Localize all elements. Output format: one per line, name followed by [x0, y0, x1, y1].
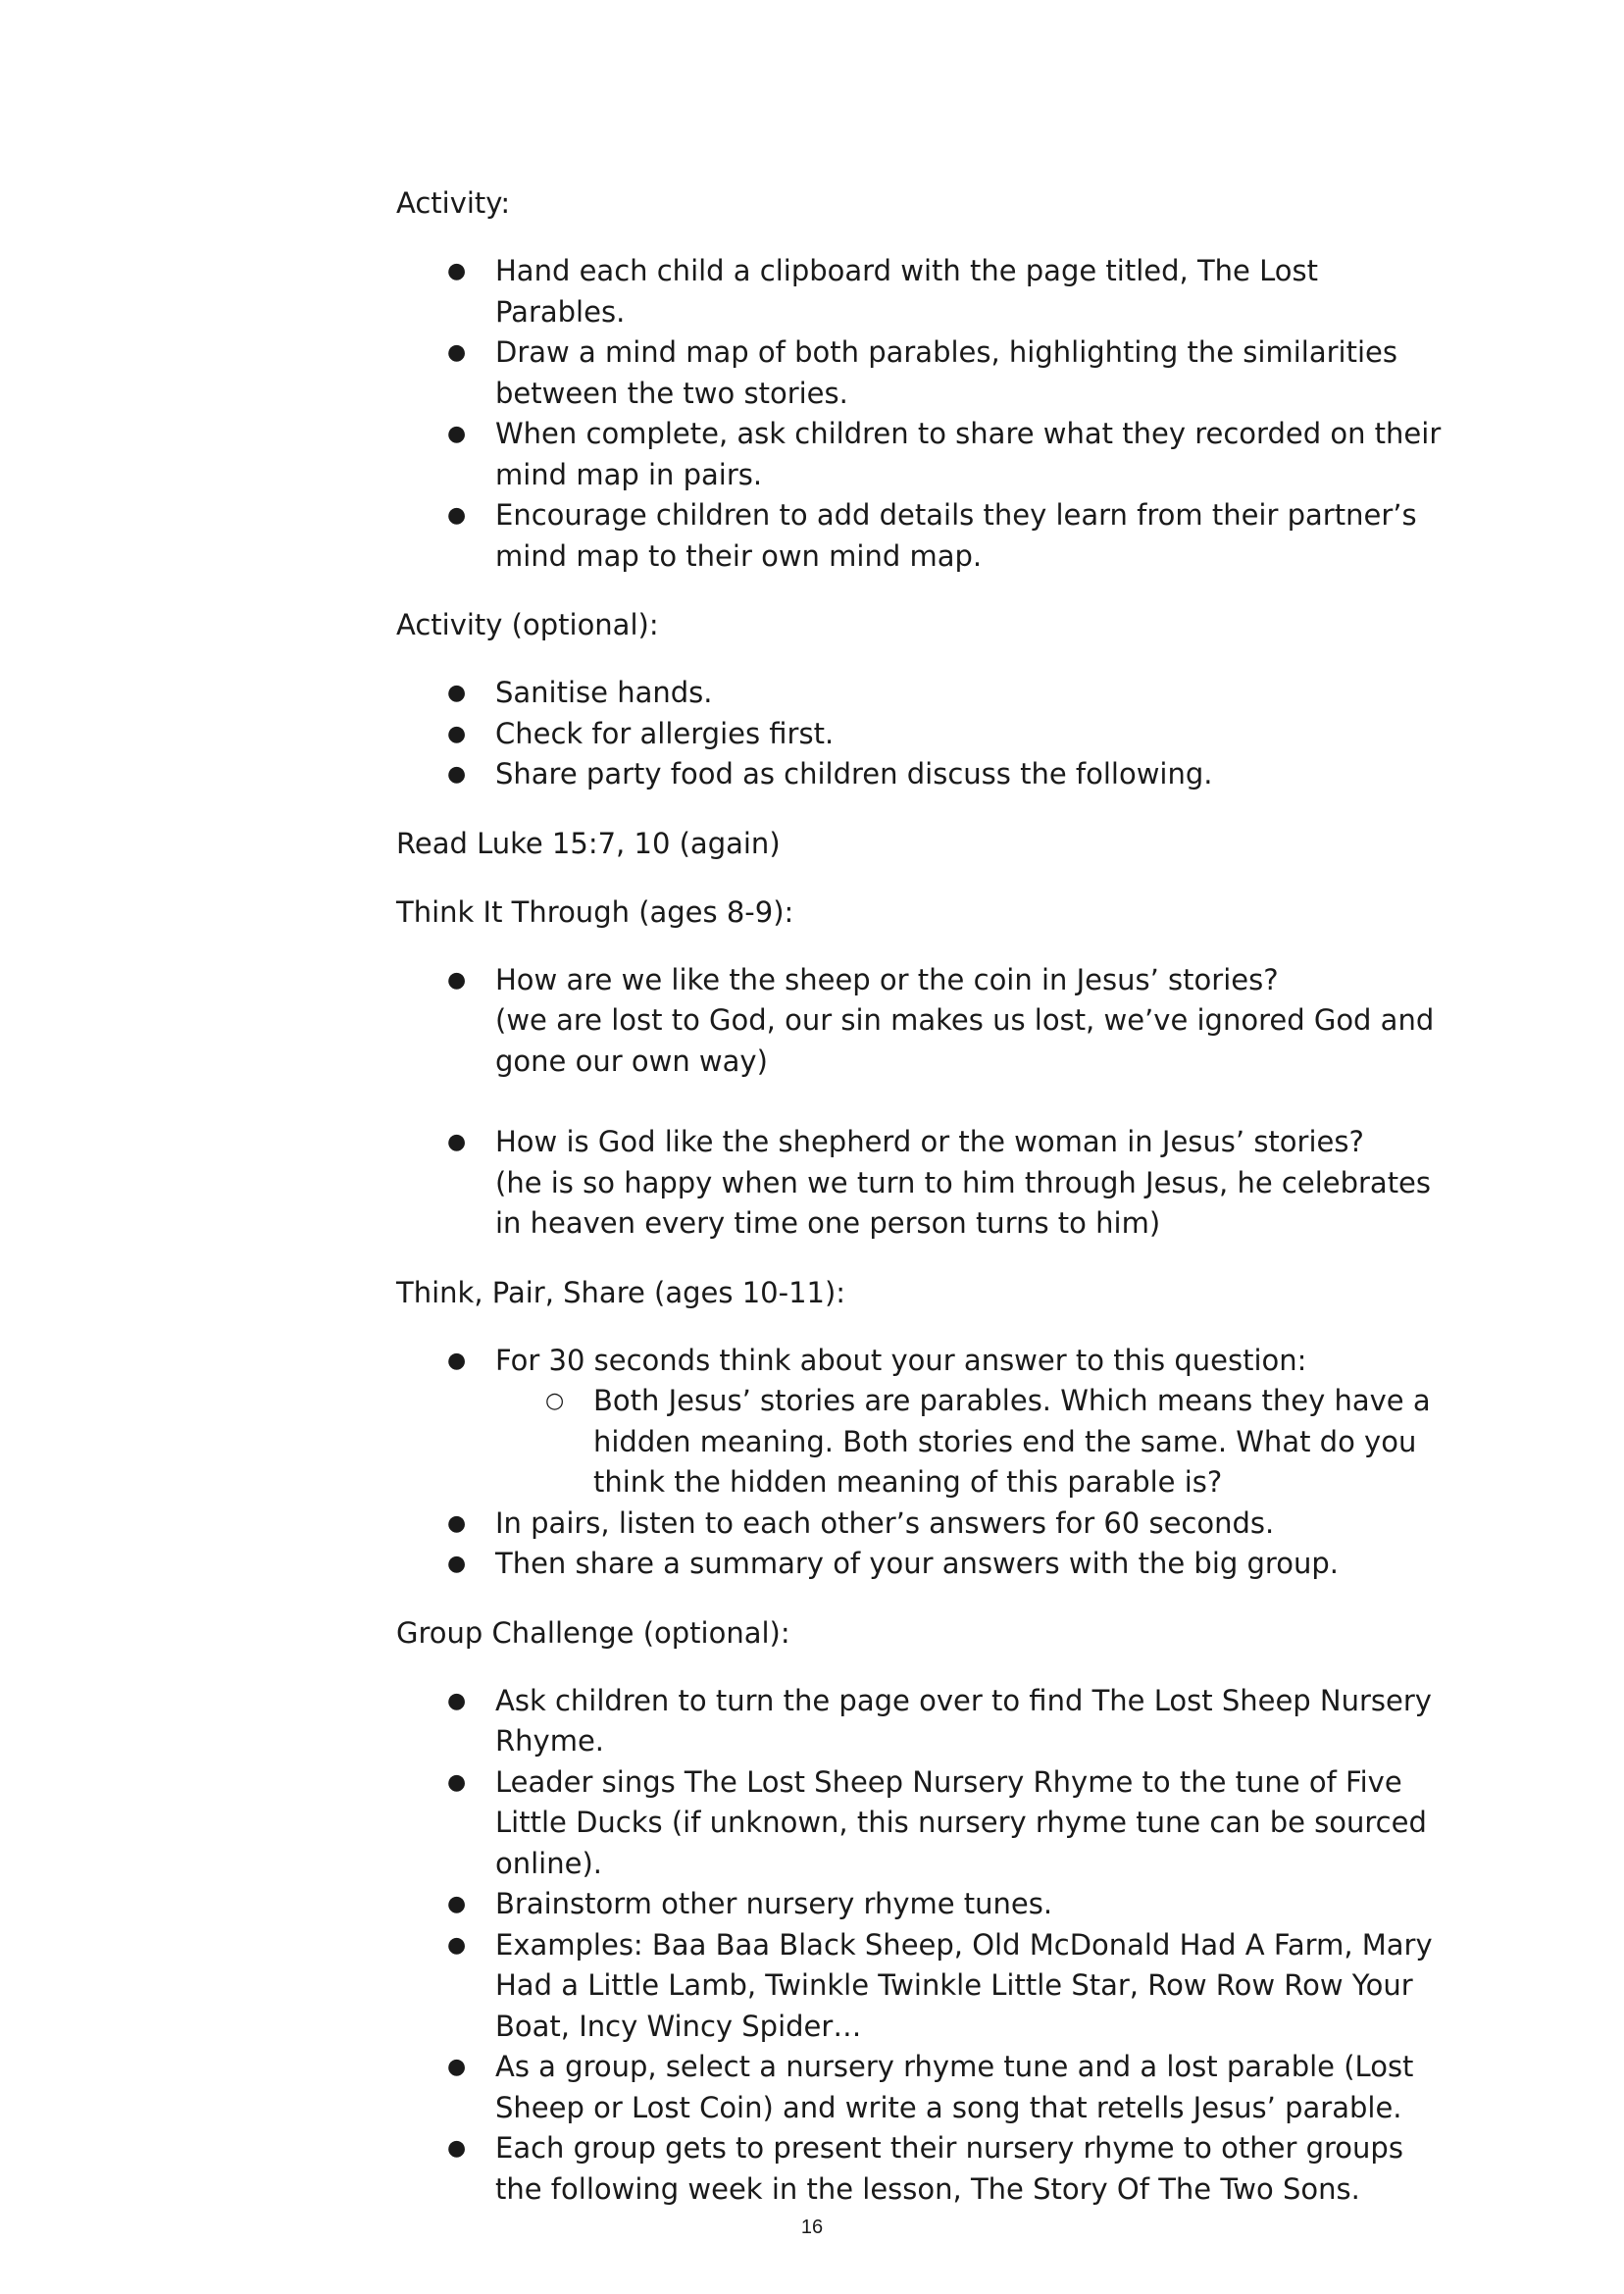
section-heading-activity-optional: Activity (optional): — [396, 608, 659, 641]
answer-text: (he is so happy when we turn to him through Jesus, he celebrates in heaven every time one person turns to him) — [495, 1165, 1432, 1240]
list-item: ● In pairs, listen to each other’s answers for 60 seconds. — [396, 1504, 1455, 1545]
list-item: ● Examples: Baa Baa Black Sheep, Old McDonald Had A Farm, Mary Had a Little Lamb, Twinkle Twinkle Little Star, Row Row Row Your Boat, Incy Wincy Spider… — [396, 1925, 1455, 2048]
think-it-through-list — [396, 960, 1455, 1245]
list-item: ● Check for allergies first. — [396, 714, 1455, 755]
list-item: ● Encourage children to add details they learn from their partner’s mind map to their own mind map. — [396, 495, 1455, 577]
activity-list — [396, 251, 1455, 577]
page-number: 16 — [800, 2217, 824, 2238]
group-challenge-list — [396, 1681, 1455, 2211]
list-item: ● When complete, ask children to share what they recorded on their mind map in pairs. — [396, 414, 1455, 495]
section-heading-activity: Activity: — [396, 186, 511, 220]
list-item — [396, 1341, 1455, 1504]
list-item: ● Hand each child a clipboard with the page titled, The Lost Parables. — [396, 251, 1455, 332]
question-text: ● How are we like the sheep or the coin in Jesus’ stories? — [495, 962, 1279, 996]
section-heading-think-pair-share: Think, Pair, Share (ages 10-11): — [396, 1275, 846, 1309]
answer-text: (we are lost to God, our sin makes us lost, we’ve ignored God and gone our own way) — [495, 1003, 1435, 1078]
list-item: ● Leader sings The Lost Sheep Nursery Rhyme to the tune of Five Little Ducks (if unknown, this nursery rhyme tune can be sourced online). — [396, 1762, 1455, 1885]
sub-list — [495, 1381, 1455, 1504]
list-item: ● Sanitise hands. — [396, 673, 1455, 714]
question-text: ● How is God like the shepherd or the woman in Jesus’ stories? — [495, 1125, 1364, 1158]
list-item: ● Brainstorm other nursery rhyme tunes. — [396, 1884, 1455, 1925]
page-content — [396, 182, 1455, 2237]
list-item: ● Share party food as children discuss the following. — [396, 754, 1455, 795]
section-heading-read-luke: Read Luke 15:7, 10 (again) — [396, 826, 781, 860]
list-item: ● Then share a summary of your answers with the big group. — [396, 1544, 1455, 1585]
section-heading-think-it-through: Think It Through (ages 8-9): — [396, 894, 794, 929]
list-item: ● Draw a mind map of both parables, highlighting the similarities between the two stories. — [396, 332, 1455, 414]
section-heading-group-challenge: Group Challenge (optional): — [396, 1615, 790, 1650]
sub-list-item: ○ Both Jesus’ stories are parables. Which means they have a hidden meaning. Both stories end the same. What do you think the hidden meaning of this parable is? — [495, 1381, 1455, 1504]
list-item — [396, 1122, 1455, 1245]
activity-optional-list — [396, 673, 1455, 795]
list-item: ● Ask children to turn the page over to find The Lost Sheep Nursery Rhyme. — [396, 1681, 1455, 1762]
list-item-text: ● For 30 seconds think about your answer to this question: — [495, 1343, 1307, 1377]
think-pair-share-list — [396, 1341, 1455, 1585]
list-item: ● As a group, select a nursery rhyme tune and a lost parable (Lost Sheep or Lost Coin) and write a song that retells Jesus’ parable. — [396, 2047, 1455, 2128]
list-item — [396, 960, 1455, 1083]
list-item: ● Each group gets to present their nursery rhyme to other groups the following week in the lesson, The Story Of The Two Sons. — [396, 2128, 1455, 2210]
